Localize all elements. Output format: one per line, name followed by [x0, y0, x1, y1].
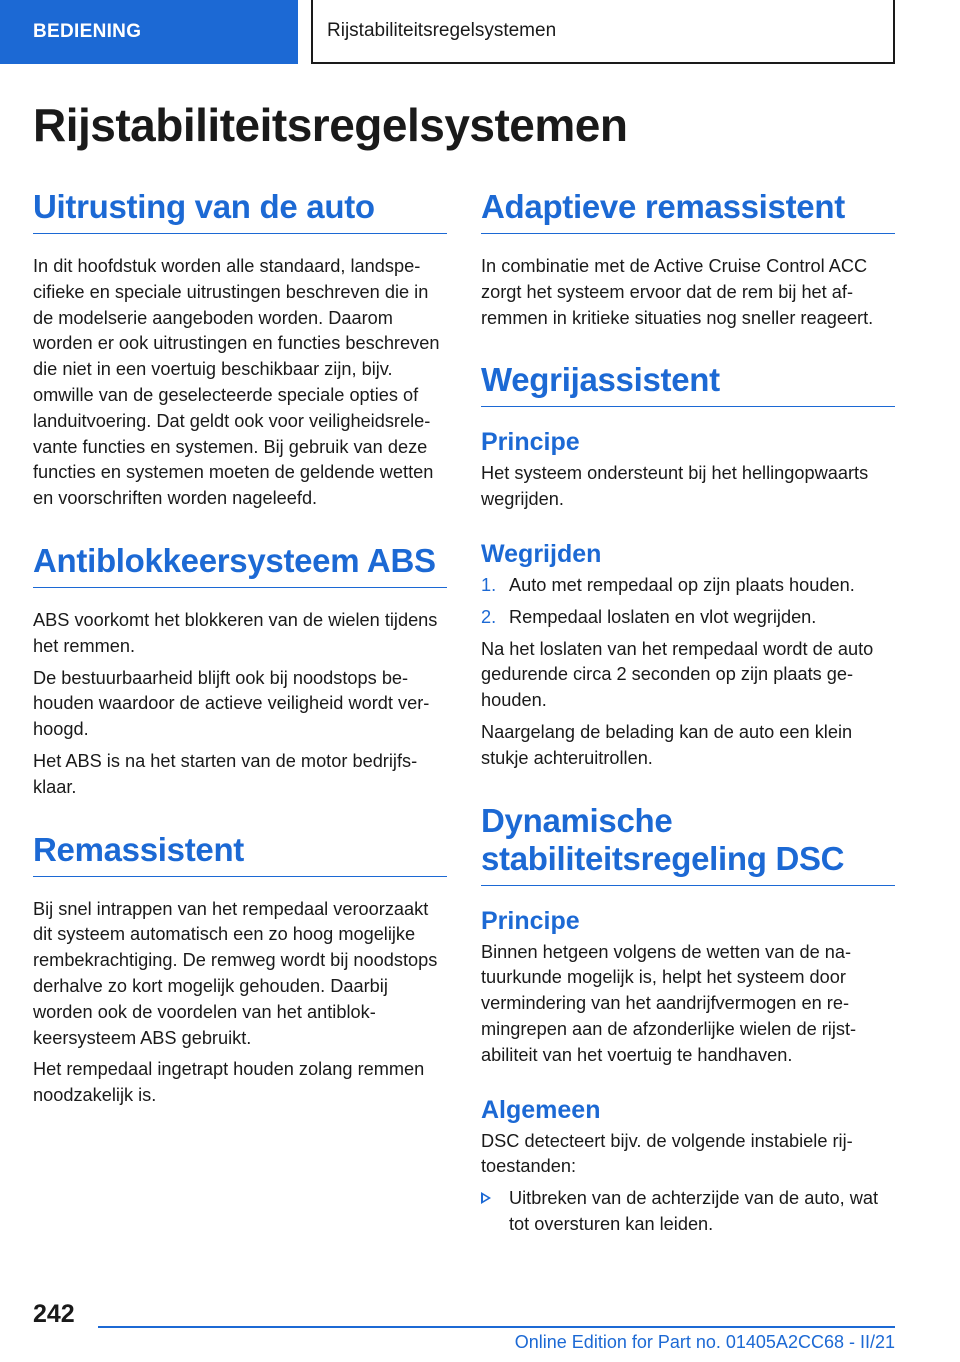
- section-abs: [33, 542, 447, 801]
- list-item: [481, 573, 895, 599]
- paragraph: Het rempedaal ingetrapt houden zolang remmen noodzakelijk is.: [33, 1059, 425, 1106]
- section-header: [311, 0, 895, 64]
- paragraph: Na het loslaten van het rempedaal wordt de auto gedurende circa 2 seconden op zijn plaats gehouden.: [481, 638, 874, 711]
- paragraph: Binnen hetgeen volgens de wetten van de natuurkunde mogelijk is, helpt het systeem door vermindering van het aandrijfvermogen en remingrepen aan de afzonderlijke wielen de rijstabiliteit van het voertuig te handhaven.: [481, 941, 857, 1065]
- section-remassistent: [33, 831, 447, 1109]
- list-item: [481, 1186, 895, 1238]
- paragraph: In combinatie met de Active Cruise Control ACC zorgt het systeem ervoor dat de rem bij het afremmen in kritieke situaties nog sneller reageert.: [481, 256, 874, 328]
- heading-wegrijassistent: Wegrijassistent: [481, 361, 895, 407]
- section-wegrijassistent: [481, 361, 895, 771]
- paragraph: ABS voorkomt het blokkeren van de wielen tijdens het remmen.: [33, 609, 438, 656]
- page-number: 242: [33, 1300, 75, 1328]
- section-uitrusting: [33, 188, 447, 512]
- heading-remassistent: Remassistent: [33, 831, 447, 877]
- subheading-principe: Principe: [481, 906, 580, 935]
- heading-uitrusting: Uitrusting van de auto: [33, 188, 447, 234]
- bullet-list: [481, 1186, 895, 1238]
- section-adaptieve-remassistent: [481, 188, 895, 331]
- section-dsc: [481, 802, 895, 1238]
- step-number: 2.: [481, 606, 497, 627]
- chapter-tab: [0, 0, 298, 64]
- paragraph: DSC detecteert bijv. de volgende instabiele rijtoestanden:: [481, 1130, 853, 1177]
- left-column: [33, 188, 447, 1139]
- heading-dsc: Dynamische stabiliteitsregeling DSC: [481, 802, 895, 886]
- subheading-principe: Principe: [481, 428, 580, 457]
- steps-list: [481, 573, 895, 631]
- heading-adaptieve-remassistent: Adaptieve remassistent: [481, 188, 895, 234]
- footer-edition: Online Edition for Part no. 01405A2CC68 - II/21: [514, 1332, 895, 1352]
- heading-abs: Antiblokkeersysteem ABS: [33, 542, 447, 588]
- subheading-wegrijden: Wegrijden: [481, 539, 602, 568]
- section-label: Rijstabiliteitsregelsystemen: [327, 20, 557, 41]
- paragraph: Bij snel intrappen van het rempedaal veroorzaakt dit systeem automatisch een zo hoog mogelijke rembekrachtiging. De remweg wordt bij noodstops derhalve zo kort mogelijk gehouden. Daarbij worden ook de voordelen van het antiblokkeersysteem ABS gebruikt.: [33, 898, 438, 1048]
- paragraph: Het ABS is na het starten van de motor bedrijfsklaar.: [33, 750, 418, 797]
- step-text: Rempedaal loslaten en vlot wegrijden.: [509, 606, 817, 627]
- list-item: [481, 605, 895, 631]
- paragraph: Naargelang de belading kan de auto een klein stukje achteruitrollen.: [481, 721, 853, 768]
- page-title: Rijstabiliteitsregelsystemen: [33, 99, 628, 151]
- paragraph: In dit hoofdstuk worden alle standaard, landspecifieke en speciale uitrustingen beschreven die in de modelserie aangeboden worden. Daarom worden er ook uitrustingen en functies beschreven die niet in een voertuig beschikbaar zijn, bijv. omwille van de geselecteerde speciale opties of landuitvoering. Dat geldt ook voor veiligheidsrelevante functies en systemen. Bij gebruik van deze functies en systemen moeten de geldende wetten en voorschriften worden nageleefd.: [33, 256, 440, 509]
- step-number: 1.: [481, 574, 497, 595]
- paragraph: Het systeem ondersteunt bij het hellingopwaarts wegrijden.: [481, 463, 869, 510]
- right-column: [481, 188, 895, 1268]
- footer-divider: [98, 1326, 895, 1328]
- bullet-text: Uitbreken van de achterzijde van de auto, wat tot oversturen kan leiden.: [509, 1188, 879, 1234]
- chapter-label: BEDIENING: [33, 21, 142, 42]
- paragraph: De bestuurbaarheid blijft ook bij noodstops behouden waardoor de actieve veiligheid wordt verhoogd.: [33, 667, 430, 740]
- triangle-bullet-icon: [481, 1192, 491, 1204]
- step-text: Auto met rempedaal op zijn plaats houden.: [509, 574, 855, 595]
- subheading-algemeen: Algemeen: [481, 1095, 601, 1124]
